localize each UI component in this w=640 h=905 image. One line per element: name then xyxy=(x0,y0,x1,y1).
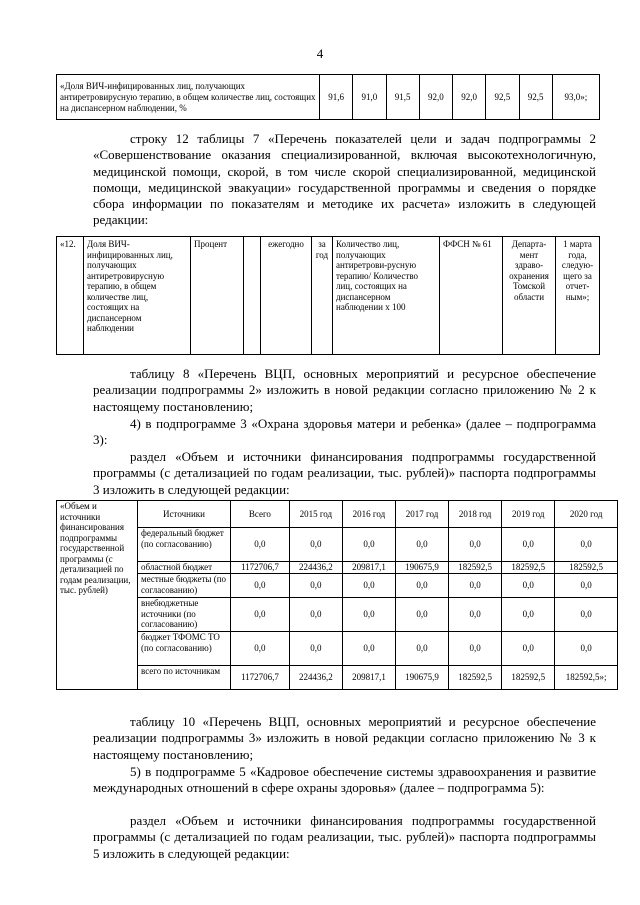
table-cell: Процент xyxy=(191,237,244,355)
table-cell: 209817,1 xyxy=(342,666,395,690)
table-cell: 0,0 xyxy=(395,632,448,666)
table-cell: 0,0 xyxy=(555,598,618,632)
table-cell: 190675,9 xyxy=(395,666,448,690)
table-header-row xyxy=(57,501,618,528)
table-cell: 1 марта года, следую-щего за отчет-ным»; xyxy=(556,237,600,355)
table-cell: 0,0 xyxy=(555,632,618,666)
table-cell: 0,0 xyxy=(342,598,395,632)
table-cell: 0,0 xyxy=(231,632,290,666)
paragraph: раздел «Объем и источники финансирования подпрограммы государственной программы (с детализацией по годам реализации, тыс. рублей)» паспорта подпрограммы 3 изложить в следующей редакции: xyxy=(93,449,596,497)
table-cell: 0,0 xyxy=(342,632,395,666)
paragraph: таблицу 10 «Перечень ВЦП, основных мероприятий и ресурсное обеспечение реализации подпрограммы 3» изложить в новой редакции согласно приложению № 3 к настоящему постановлению; xyxy=(93,714,596,762)
table-cell: 92,0 xyxy=(453,75,486,120)
table-cell: 224436,2 xyxy=(289,562,342,574)
table-cell: 0,0 xyxy=(449,528,502,562)
table-header: 2017 год xyxy=(395,501,448,528)
paragraph: 4) в подпрограмме 3 «Охрана здоровья матери и ребенка» (далее – подпрограмма 3): xyxy=(93,416,596,448)
table-cell: 0,0 xyxy=(342,574,395,598)
table-cell: 182592,5 xyxy=(502,562,555,574)
table-cell: 209817,1 xyxy=(342,562,395,574)
table-cell: 0,0 xyxy=(395,574,448,598)
table-row xyxy=(57,666,618,690)
table-row xyxy=(57,237,600,355)
table-cell-source: всего по источникам xyxy=(138,666,231,690)
page-number: 4 xyxy=(316,46,324,61)
table-cell: 0,0 xyxy=(449,632,502,666)
table-cell: 92,5 xyxy=(486,75,519,120)
table-cell: 0,0 xyxy=(289,632,342,666)
table-cell: 0,0 xyxy=(502,632,555,666)
paragraph: таблицу 8 «Перечень ВЦП, основных мероприятий и ресурсное обеспечение реализации подпрограммы 2» изложить в новой редакции согласно приложению № 2 к настоящему постановлению; xyxy=(93,366,596,414)
table-cell xyxy=(244,237,261,355)
table-cell: Департа-мент здраво-охранения Томской области xyxy=(503,237,556,355)
table-cell: «12. xyxy=(57,237,84,355)
funding-table xyxy=(56,500,618,690)
table-cell: 93,0»; xyxy=(552,75,599,120)
table-cell: 0,0 xyxy=(231,528,290,562)
table-cell: 92,0 xyxy=(419,75,452,120)
table-row xyxy=(57,528,618,562)
table-cell: 0,0 xyxy=(342,528,395,562)
table-cell: 91,0 xyxy=(353,75,386,120)
table-cell: 92,5 xyxy=(519,75,552,120)
table-cell-label: «Доля ВИЧ-инфицированных лиц, получающих антиретровирусную терапию, в общем количестве лиц, состоящих на диспансерном наблюдении, % xyxy=(57,75,320,120)
table-cell: Доля ВИЧ-инфицированных лиц, получающих антиретровирусную терапию, в общем количестве лиц, состоящих на диспансерном наблюдении xyxy=(84,237,191,355)
paragraph: строку 12 таблицы 7 «Перечень показателей цели и задач подпрограммы 2 «Совершенствование оказания специализированной, включая высокотехнологичную, медицинской помощи, скорой, в том числе скорой специализированной, медицинской помощи, медицинской эвакуации» государственной программы и сведения о порядке сбора информации по показателям и методике их расчета» изложить в следующей редакции: xyxy=(93,131,596,228)
table-cell: Количество лиц, получающих антиретрови-русную терапию/ Количество лиц, состоящих на диспансерном наблюдении x 100 xyxy=(333,237,440,355)
table-cell: 0,0 xyxy=(231,598,290,632)
indicator-table xyxy=(56,74,600,120)
table-cell: 0,0 xyxy=(395,528,448,562)
table-cell: 0,0 xyxy=(395,598,448,632)
table-cell: 190675,9 xyxy=(395,562,448,574)
table-cell: 0,0 xyxy=(289,528,342,562)
table-row xyxy=(57,562,618,574)
table-cell: 0,0 xyxy=(449,574,502,598)
table-cell-source: федеральный бюджет (по согласованию) xyxy=(138,528,231,562)
table-header: 2019 год xyxy=(502,501,555,528)
table-cell: 0,0 xyxy=(555,528,618,562)
table-cell-source: бюджет ТФОМС ТО (по согласованию) xyxy=(138,632,231,666)
table-cell: 182592,5 xyxy=(449,666,502,690)
table-cell: 0,0 xyxy=(289,574,342,598)
table-row xyxy=(57,75,600,120)
table-header: Источники xyxy=(138,501,231,528)
table-cell: 0,0 xyxy=(502,574,555,598)
paragraph: раздел «Объем и источники финансирования подпрограммы государственной программы (с детализацией по годам реализации, тыс. рублей)» паспорта подпрограммы 5 изложить в следующей редакции: xyxy=(93,813,596,861)
table-cell: 182592,5 xyxy=(449,562,502,574)
table-cell: 182592,5 xyxy=(555,562,618,574)
table-header: 2015 год xyxy=(289,501,342,528)
table-cell: ежегодно xyxy=(261,237,312,355)
table-row xyxy=(57,598,618,632)
table-cell: 0,0 xyxy=(231,574,290,598)
table-cell: ФФСН № 61 xyxy=(440,237,503,355)
table-cell-source: областной бюджет xyxy=(138,562,231,574)
table-cell: 0,0 xyxy=(502,528,555,562)
table-cell: 1172706,7 xyxy=(231,666,290,690)
table-header: Всего xyxy=(231,501,290,528)
table-cell: 91,5 xyxy=(386,75,419,120)
table-header: 2020 год xyxy=(555,501,618,528)
table-row xyxy=(57,632,618,666)
table-row xyxy=(57,574,618,598)
table-cell: 0,0 xyxy=(449,598,502,632)
table-cell: 0,0 xyxy=(555,574,618,598)
table-header: 2018 год xyxy=(449,501,502,528)
table-cell: 182592,5 xyxy=(502,666,555,690)
table-cell: 0,0 xyxy=(289,598,342,632)
table-cell: 91,6 xyxy=(320,75,353,120)
table-cell: за год xyxy=(312,237,333,355)
table-row-label: «Объем и источники финансирования подпрограммы государственной программы (с детализацией по годам реализации, тыс. рублей) xyxy=(57,501,138,690)
table-cell: 1172706,7 xyxy=(231,562,290,574)
table-cell-source: внебюджетные источники (по согласованию) xyxy=(138,598,231,632)
table-header: 2016 год xyxy=(342,501,395,528)
table-cell: 182592,5»; xyxy=(555,666,618,690)
table-cell-source: местные бюджеты (по согласованию) xyxy=(138,574,231,598)
indicator-row-table xyxy=(56,236,600,355)
table-cell: 0,0 xyxy=(502,598,555,632)
paragraph: 5) в подпрограмме 5 «Кадровое обеспечение системы здравоохранения и развитие международных отношений в сфере охраны здоровья» (далее – подпрограмма 5): xyxy=(93,764,596,796)
table-cell: 224436,2 xyxy=(289,666,342,690)
